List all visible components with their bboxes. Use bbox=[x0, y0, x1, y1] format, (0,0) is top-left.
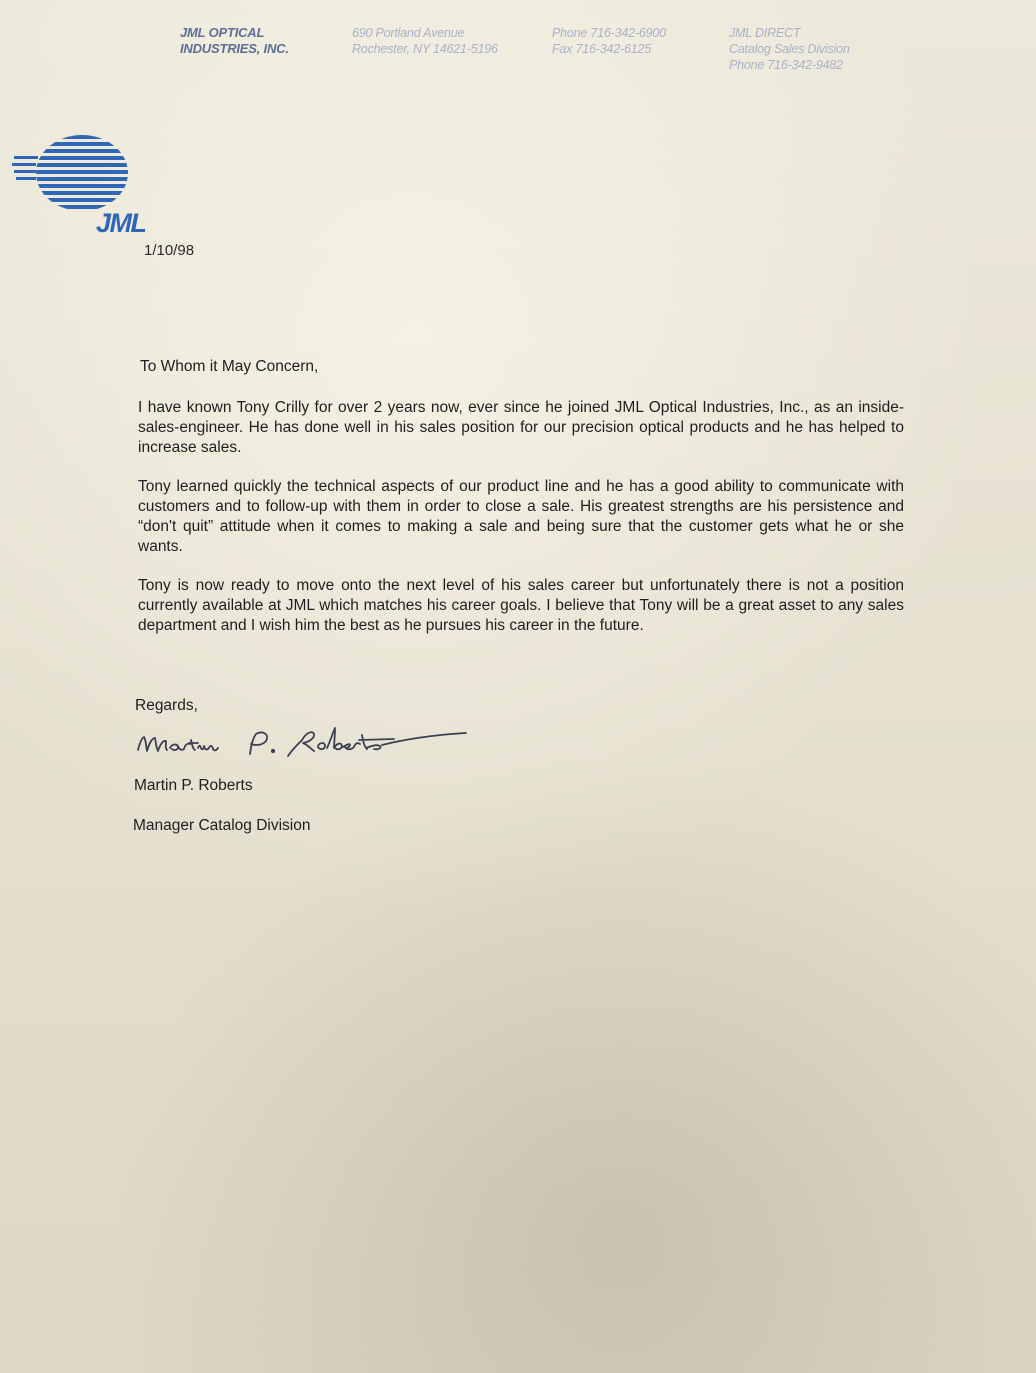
handwritten-signature-icon bbox=[132, 718, 472, 768]
signer-title: Manager Catalog Division bbox=[133, 817, 311, 834]
jml-globe-logo-icon bbox=[10, 130, 175, 235]
letterhead-direct bbox=[729, 25, 850, 73]
letterhead-address-line-1: 690 Portland Avenue bbox=[352, 26, 465, 40]
letterhead-company-line-2: INDUSTRIES, INC. bbox=[180, 41, 289, 56]
signer-name: Martin P. Roberts bbox=[134, 777, 253, 794]
letterhead-company-line-1: JML OPTICAL bbox=[180, 25, 265, 40]
letterhead-direct-line-2: Catalog Sales Division bbox=[729, 42, 850, 56]
letterhead-direct-line-3: Phone 716-342-9482 bbox=[729, 58, 843, 72]
body-paragraph-2: Tony learned quickly the technical aspects of our product line and he has a good ability to communicate with customers and to follow-up with them in order to close a sale. His greatest strengths are his persistence and “don't quit” attitude when it comes to making a sale and being sure that the customer gets what he or she wants. bbox=[138, 478, 904, 555]
closing: Regards, bbox=[135, 697, 198, 714]
salutation: To Whom it May Concern, bbox=[140, 358, 319, 375]
letter-date: 1/10/98 bbox=[144, 242, 195, 259]
letterhead-phone bbox=[552, 25, 666, 57]
body-paragraph-1: I have known Tony Crilly for over 2 years now, ever since he joined JML Optical Industries, Inc., as an inside-sales-engineer. He has done well in his sales position for our precision optical products and he has helped to increase sales. bbox=[138, 399, 904, 456]
letterhead-phone-line: Phone 716-342-6900 bbox=[552, 26, 666, 40]
body-paragraph-3: Tony is now ready to move onto the next level of his sales career but unfortunately there is not a position currently available at JML which matches his career goals. I believe that Tony will be a great asset to any sales department and I wish him the best as he pursues his career in the future. bbox=[138, 577, 904, 634]
letterhead-direct-line-1: JML DIRECT bbox=[729, 26, 801, 40]
svg-text:JML: JML bbox=[96, 208, 146, 235]
letterhead-address-line-2: Rochester, NY 14621-5196 bbox=[352, 42, 498, 56]
letterhead-address bbox=[352, 25, 498, 57]
letterhead-company bbox=[180, 25, 289, 57]
letterhead-fax-line: Fax 716-342-6125 bbox=[552, 42, 651, 56]
